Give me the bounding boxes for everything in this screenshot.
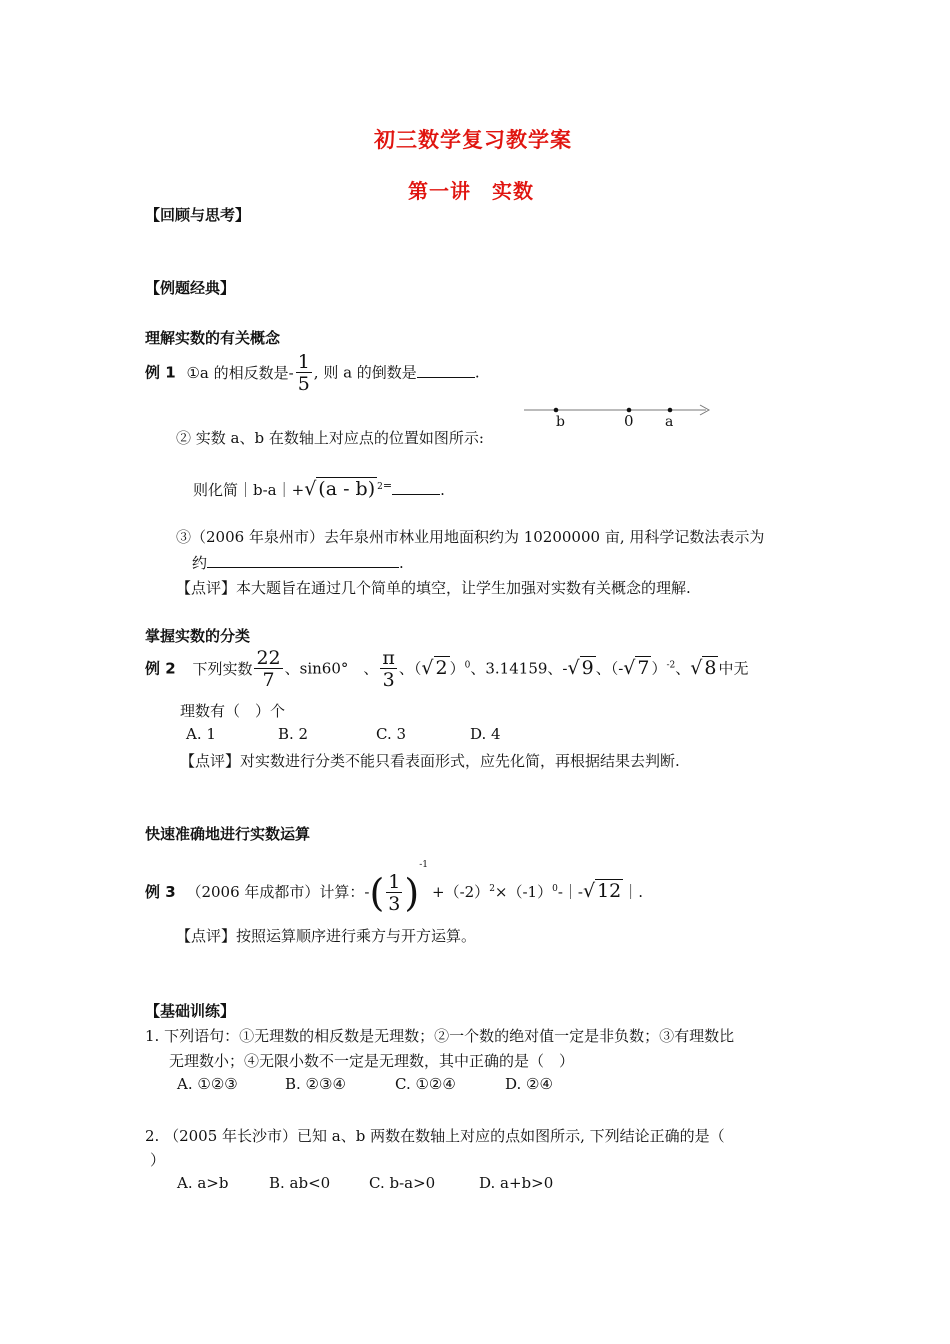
label-b: b xyxy=(556,414,565,430)
option-b[interactable]: B. ②③④ xyxy=(285,1075,346,1093)
number-line-figure xyxy=(520,400,715,432)
page-title: 初三数学复习教学案 xyxy=(374,127,572,152)
topic3-heading: 快速准确地进行实数运算 xyxy=(145,825,311,843)
text: 、（ xyxy=(398,659,422,678)
basic-q2-line2: ） xyxy=(150,1151,166,1169)
answer-blank[interactable] xyxy=(417,377,475,378)
fraction-denominator: 3 xyxy=(382,669,395,691)
sqrt-9: √ 9 xyxy=(567,656,594,679)
radicand: 9 xyxy=(581,656,594,679)
sin60: 、sin60° 、 xyxy=(284,659,379,678)
example1-label: 例 1 xyxy=(145,363,176,382)
label-0: 0 xyxy=(624,412,634,430)
radicand: 2 xyxy=(435,656,448,679)
fraction-denominator: 7 xyxy=(262,669,275,691)
exponent: 2 xyxy=(489,884,495,894)
radicand: 8 xyxy=(704,656,717,679)
sqrt-8: √ 8 xyxy=(690,656,717,679)
example1-q1 xyxy=(145,352,480,395)
fraction-pi-3 xyxy=(380,648,397,691)
option-d[interactable]: D. a+b>0 xyxy=(479,1174,554,1192)
radicand: 12 xyxy=(597,880,622,902)
exponent: 2 xyxy=(377,482,383,492)
option-b[interactable]: B. 2 xyxy=(278,725,309,743)
option-c[interactable]: C. ①②④ xyxy=(395,1075,456,1093)
example1-q2-simplify xyxy=(193,478,445,500)
fraction-one-third xyxy=(386,872,402,915)
text: 、（- xyxy=(595,659,624,678)
text: ） xyxy=(651,659,667,678)
option-a[interactable]: A. ①②③ xyxy=(177,1075,238,1093)
option-d[interactable]: D. ②④ xyxy=(505,1075,553,1093)
fraction-22-7 xyxy=(254,648,282,691)
example3-line xyxy=(145,860,643,915)
left-paren: ( xyxy=(369,871,385,915)
option-d[interactable]: D. 4 xyxy=(470,725,501,743)
text: ） xyxy=(449,659,465,678)
q2-end: . xyxy=(440,481,445,499)
radicand: (a - b) xyxy=(318,478,376,500)
sqrt-7: √ 7 xyxy=(623,656,650,679)
topic3-comment: 【点评】按照运算顺序进行乘方与开方运算。 xyxy=(176,927,477,945)
number-line-svg xyxy=(520,400,715,432)
q1-end: . xyxy=(474,363,480,382)
radical-expression: √ (a - b) xyxy=(304,478,376,500)
equals: = xyxy=(382,479,393,492)
exponent: -2 xyxy=(666,660,676,671)
option-c[interactable]: C. b-a>0 xyxy=(369,1174,436,1192)
option-a[interactable]: A. 1 xyxy=(186,725,216,743)
ex3-prefix: （2006 年成都市）计算：- xyxy=(186,883,370,901)
fraction-numerator: π xyxy=(382,647,395,669)
right-paren: ) xyxy=(404,871,420,915)
q1-prefix: ①a 的相反数是- xyxy=(186,363,294,382)
page-subtitle: 第一讲 实数 xyxy=(408,179,534,203)
exponent: 0 xyxy=(464,660,471,671)
q3-end: . xyxy=(399,554,404,572)
section-basic: 【基础训练】 xyxy=(145,1002,236,1020)
text: 、3.14159、- xyxy=(470,659,568,678)
basic-q1-line1: 1. 下列语句：①无理数的相反数是无理数；②一个数的绝对值一定是非负数；③有理数比 xyxy=(145,1027,735,1045)
example1-q3-line1: ③（2006 年泉州市）去年泉州市林业用地面积约为 10200000 亩, 用科学记数法表示为 xyxy=(176,528,765,546)
section-examples: 【例题经典】 xyxy=(145,279,236,297)
example1-q3-line2 xyxy=(192,552,404,573)
text: 、 xyxy=(675,659,691,678)
label-a: a xyxy=(665,414,674,430)
radicand: 7 xyxy=(637,656,650,679)
text: ｜. xyxy=(623,883,644,901)
answer-blank[interactable] xyxy=(207,567,399,568)
ex2-prefix: 下列实数 xyxy=(192,659,253,678)
topic1-comment: 【点评】本大题旨在通过几个简单的填空，让学生加强对实数有关概念的理解. xyxy=(176,579,691,597)
fraction-one-fifth xyxy=(296,352,312,395)
fraction-denominator: 3 xyxy=(388,892,401,915)
basic-q1-line2: 无理数小；④无限小数不一定是无理数，其中正确的是（ ） xyxy=(169,1052,575,1070)
simplify-prefix: 则化简｜b-a｜+ xyxy=(193,481,305,499)
basic-q2-options xyxy=(177,1174,553,1192)
sqrt-12: √ 12 xyxy=(582,880,622,902)
example1-q2: ② 实数 a、b 在数轴上对应点的位置如图所示: xyxy=(176,429,484,447)
topic1-heading: 理解实数的有关概念 xyxy=(145,329,281,347)
example2-options xyxy=(186,725,501,743)
option-c[interactable]: C. 3 xyxy=(376,725,407,743)
fraction-denominator: 5 xyxy=(297,373,310,395)
option-a[interactable]: A. a>b xyxy=(177,1174,229,1192)
example2-label: 例 2 xyxy=(145,659,176,678)
example2-line2: 理数有（ ）个 xyxy=(180,702,286,720)
example2-line1 xyxy=(145,648,749,691)
q3-prefix: 约 xyxy=(192,554,208,572)
point-a xyxy=(668,408,673,413)
fraction-numerator: 1 xyxy=(388,870,401,893)
option-b[interactable]: B. ab<0 xyxy=(269,1174,331,1192)
example3-label: 例 3 xyxy=(145,883,176,901)
sqrt-2: √ 2 xyxy=(421,656,448,679)
text: 中无 xyxy=(718,659,749,678)
exponent: -1 xyxy=(419,860,428,870)
basic-q2-line1: 2. （2005 年长沙市）已知 a、b 两数在数轴上对应的点如图所示, 下列结论正确的是（ xyxy=(145,1127,725,1145)
topic2-heading: 掌握实数的分类 xyxy=(145,627,251,645)
q1-post: , 则 a 的倒数是 xyxy=(313,363,417,382)
text: +（-2） xyxy=(432,883,490,901)
point-b xyxy=(554,408,559,413)
text: ×（-1） xyxy=(494,883,553,901)
text: -｜- xyxy=(557,883,583,901)
basic-q1-options xyxy=(177,1075,553,1093)
exponent: 0 xyxy=(552,884,558,894)
section-review: 【回顾与思考】 xyxy=(145,206,251,224)
topic2-comment: 【点评】对实数进行分类不能只看表面形式，应先化简，再根据结果去判断. xyxy=(180,752,680,770)
fraction-numerator: 1 xyxy=(297,351,310,373)
fraction-numerator: 22 xyxy=(256,647,281,669)
answer-blank[interactable] xyxy=(392,494,440,495)
